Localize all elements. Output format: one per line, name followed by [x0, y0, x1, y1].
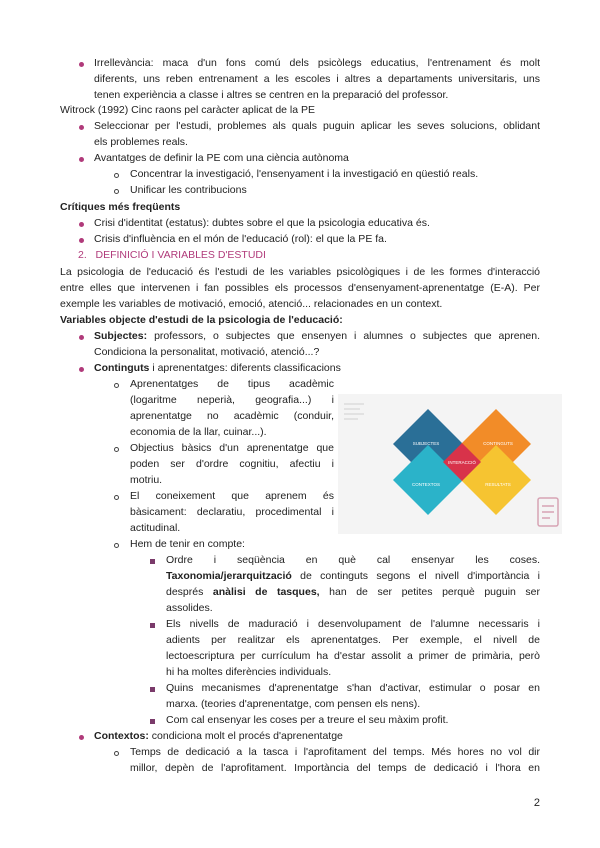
diagram-label-resultats: RESULTATS — [485, 482, 511, 487]
critiques-heading: Crítiques més freqüents — [60, 201, 181, 213]
paragraph-line: Avantatges de definir la PE com una ciència autònoma — [94, 152, 349, 164]
paragraph-line: El coneixement que aprenem és — [130, 490, 334, 502]
sub-bullet-circle — [114, 751, 119, 756]
paragraph-line: marxa. (teories d'aprenentatge, com pensen els nens). — [166, 698, 421, 710]
paragraph-line: Quins mecanismes d'aprenentatge s'han d'activar, estimular o posar en — [166, 682, 540, 694]
paragraph-line: aprenentatge no acadèmic (conduir, — [130, 410, 334, 422]
sub-bullet-square — [150, 559, 155, 564]
paragraph-line: bàsicament: declaratiu, procedimental i — [130, 506, 334, 518]
paragraph-line: Objectius bàsics d'un aprenentatge que — [130, 442, 334, 454]
sub-bullet-circle — [114, 543, 119, 548]
bullet-dot — [79, 238, 84, 243]
sub-bullet-circle — [114, 495, 119, 500]
paragraph-line: diferents, uns reben entrenament a les escoles i altres a departaments universitaris, uns — [94, 73, 540, 85]
paragraph-line: tenen experiència a classe i altres se centren en la preparació del professor. — [94, 89, 449, 101]
witrock-line: Witrock (1992) Cinc raons pel caràcter aplicat de la PE — [60, 104, 316, 116]
sub-bullet-circle — [114, 383, 119, 388]
subjectes-text: professors, o subjectes que ensenyen i alumnes o subjectes que aprenen. — [147, 330, 540, 342]
sub-bullet-circle — [114, 173, 119, 178]
diagram-label-continguts: CONTINGUTS — [483, 441, 513, 446]
paragraph-line: Crisi d'identitat (estatus): dubtes sobre el que la psicologia educativa és. — [94, 217, 430, 229]
text-span: de continguts segons el nivell d'importància i — [291, 570, 540, 582]
analisi-bold: anàlisi de tasques, — [212, 586, 320, 598]
sub-bullet-circle — [114, 447, 119, 452]
text-span: després — [166, 586, 213, 598]
sub-bullet-square — [150, 719, 155, 724]
bullet-dot — [79, 157, 84, 162]
paragraph-line: Aprenentatges de tipus acadèmic — [130, 378, 334, 390]
section-title: 2. DEFINICIÓ I VARIABLES D'ESTUDI — [78, 249, 266, 261]
paragraph-line: economia de la llar, cuinar...). — [130, 426, 267, 438]
paragraph-line: Irrellevància: maca d'un fons comú dels psicòlegs educatius, l'entrenament és molt — [94, 57, 540, 69]
continguts-text: i aprenentatges: diferents classificacions — [149, 362, 341, 374]
variables-diagram — [338, 394, 562, 534]
paragraph-line: exemple les variables de motivació, emoció, atenció... relacionades en un context. — [60, 298, 443, 310]
paragraph-line: assolides. — [166, 602, 213, 614]
diagram-label-interaccio: INTERACCIÓ — [448, 460, 476, 465]
bullet-dot — [79, 125, 84, 130]
paragraph-line — [166, 585, 540, 600]
sub-bullet-circle — [114, 189, 119, 194]
paragraph-line: poden ser d'ordre cognitiu, afectiu i — [130, 458, 334, 470]
bullet-dot — [79, 735, 84, 740]
paragraph-line: entre elles que intervenen i fan possibles els processos d'ensenyament-aprenentatge (E-A). Per — [60, 282, 540, 294]
paragraph-line: Hem de tenir en compte: — [130, 538, 245, 550]
bullet-dot — [79, 222, 84, 227]
paragraph-line: actitudinal. — [130, 522, 181, 534]
subjectes-label: Subjectes: — [94, 330, 148, 342]
paragraph-line: Els nivells de maduració i desenvolupament de l'alumne necessaris i — [166, 618, 540, 630]
paragraph-line: Concentrar la investigació, l'ensenyament i la investigació en qüestió reals. — [130, 168, 479, 180]
paragraph-line: adients per realitzar els aprenentatges. Per exemple, el nivell de — [166, 634, 540, 646]
bullet-dot — [79, 62, 84, 67]
page-number: 2 — [533, 797, 540, 809]
paragraph-line: Seleccionar per l'estudi, problemes als quals puguin aplicar les seves solucions, oblidant — [94, 120, 540, 132]
paragraph-line: Condiciona la personalitat, motivació, atenció...? — [94, 346, 320, 358]
paragraph-line — [94, 729, 343, 744]
bullet-dot — [79, 335, 84, 340]
paragraph-line: (logaritme neperià, geografia...) i — [130, 394, 334, 406]
sub-bullet-square — [150, 687, 155, 692]
paragraph-line: motriu. — [130, 474, 163, 486]
paragraph-line: La psicologia de l'educació és l'estudi de les variables psicològiques i de les formes d'interacció — [60, 266, 540, 278]
paragraph-line: Temps de dedicació a la tasca i l'aprofitament del temps. Més hores no vol dir — [130, 746, 540, 758]
paragraph-line: millor, depèn de l'aprofitament. Importància del temps de dedicació i l'hora en — [130, 762, 540, 774]
diagram-label-contextos: CONTEXTOS — [412, 482, 440, 487]
text-span: condiciona molt el procés d'aprenentatge — [148, 730, 343, 742]
paragraph-line — [94, 361, 341, 376]
paragraph-line: Unificar les contribucions — [130, 184, 247, 196]
paragraph-line: Ordre i seqüència en què cal ensenyar les coses. — [166, 554, 540, 566]
paragraph-line: hi ha moltes diferències individuals. — [166, 666, 332, 678]
bullet-dot — [79, 367, 84, 372]
diagram-label-subjectes: SUBJECTES — [412, 441, 440, 446]
taxonomia-bold: Taxonomia/jerarquització — [166, 570, 292, 582]
paragraph-line — [166, 569, 540, 584]
paragraph-line: lectoescriptura per currículum ha d'estar assolit a primer de primària, però — [166, 650, 540, 662]
paragraph-line: Com cal ensenyar les coses per a treure el seu màxim profit. — [166, 714, 449, 726]
contextos-label: Contextos: — [94, 730, 149, 742]
text-span: han de ser petites perquè puguin ser — [319, 586, 541, 598]
sub-bullet-square — [150, 623, 155, 628]
continguts-label: Continguts — [94, 362, 150, 374]
paragraph-line: Crisis d'influència en el món de l'educació (rol): el que la PE fa. — [94, 233, 387, 245]
variables-heading: Variables objecte d'estudi de la psicologia de l'educació: — [60, 314, 343, 326]
paragraph-line — [94, 329, 540, 344]
paragraph-line: els problemes reals. — [94, 136, 188, 148]
